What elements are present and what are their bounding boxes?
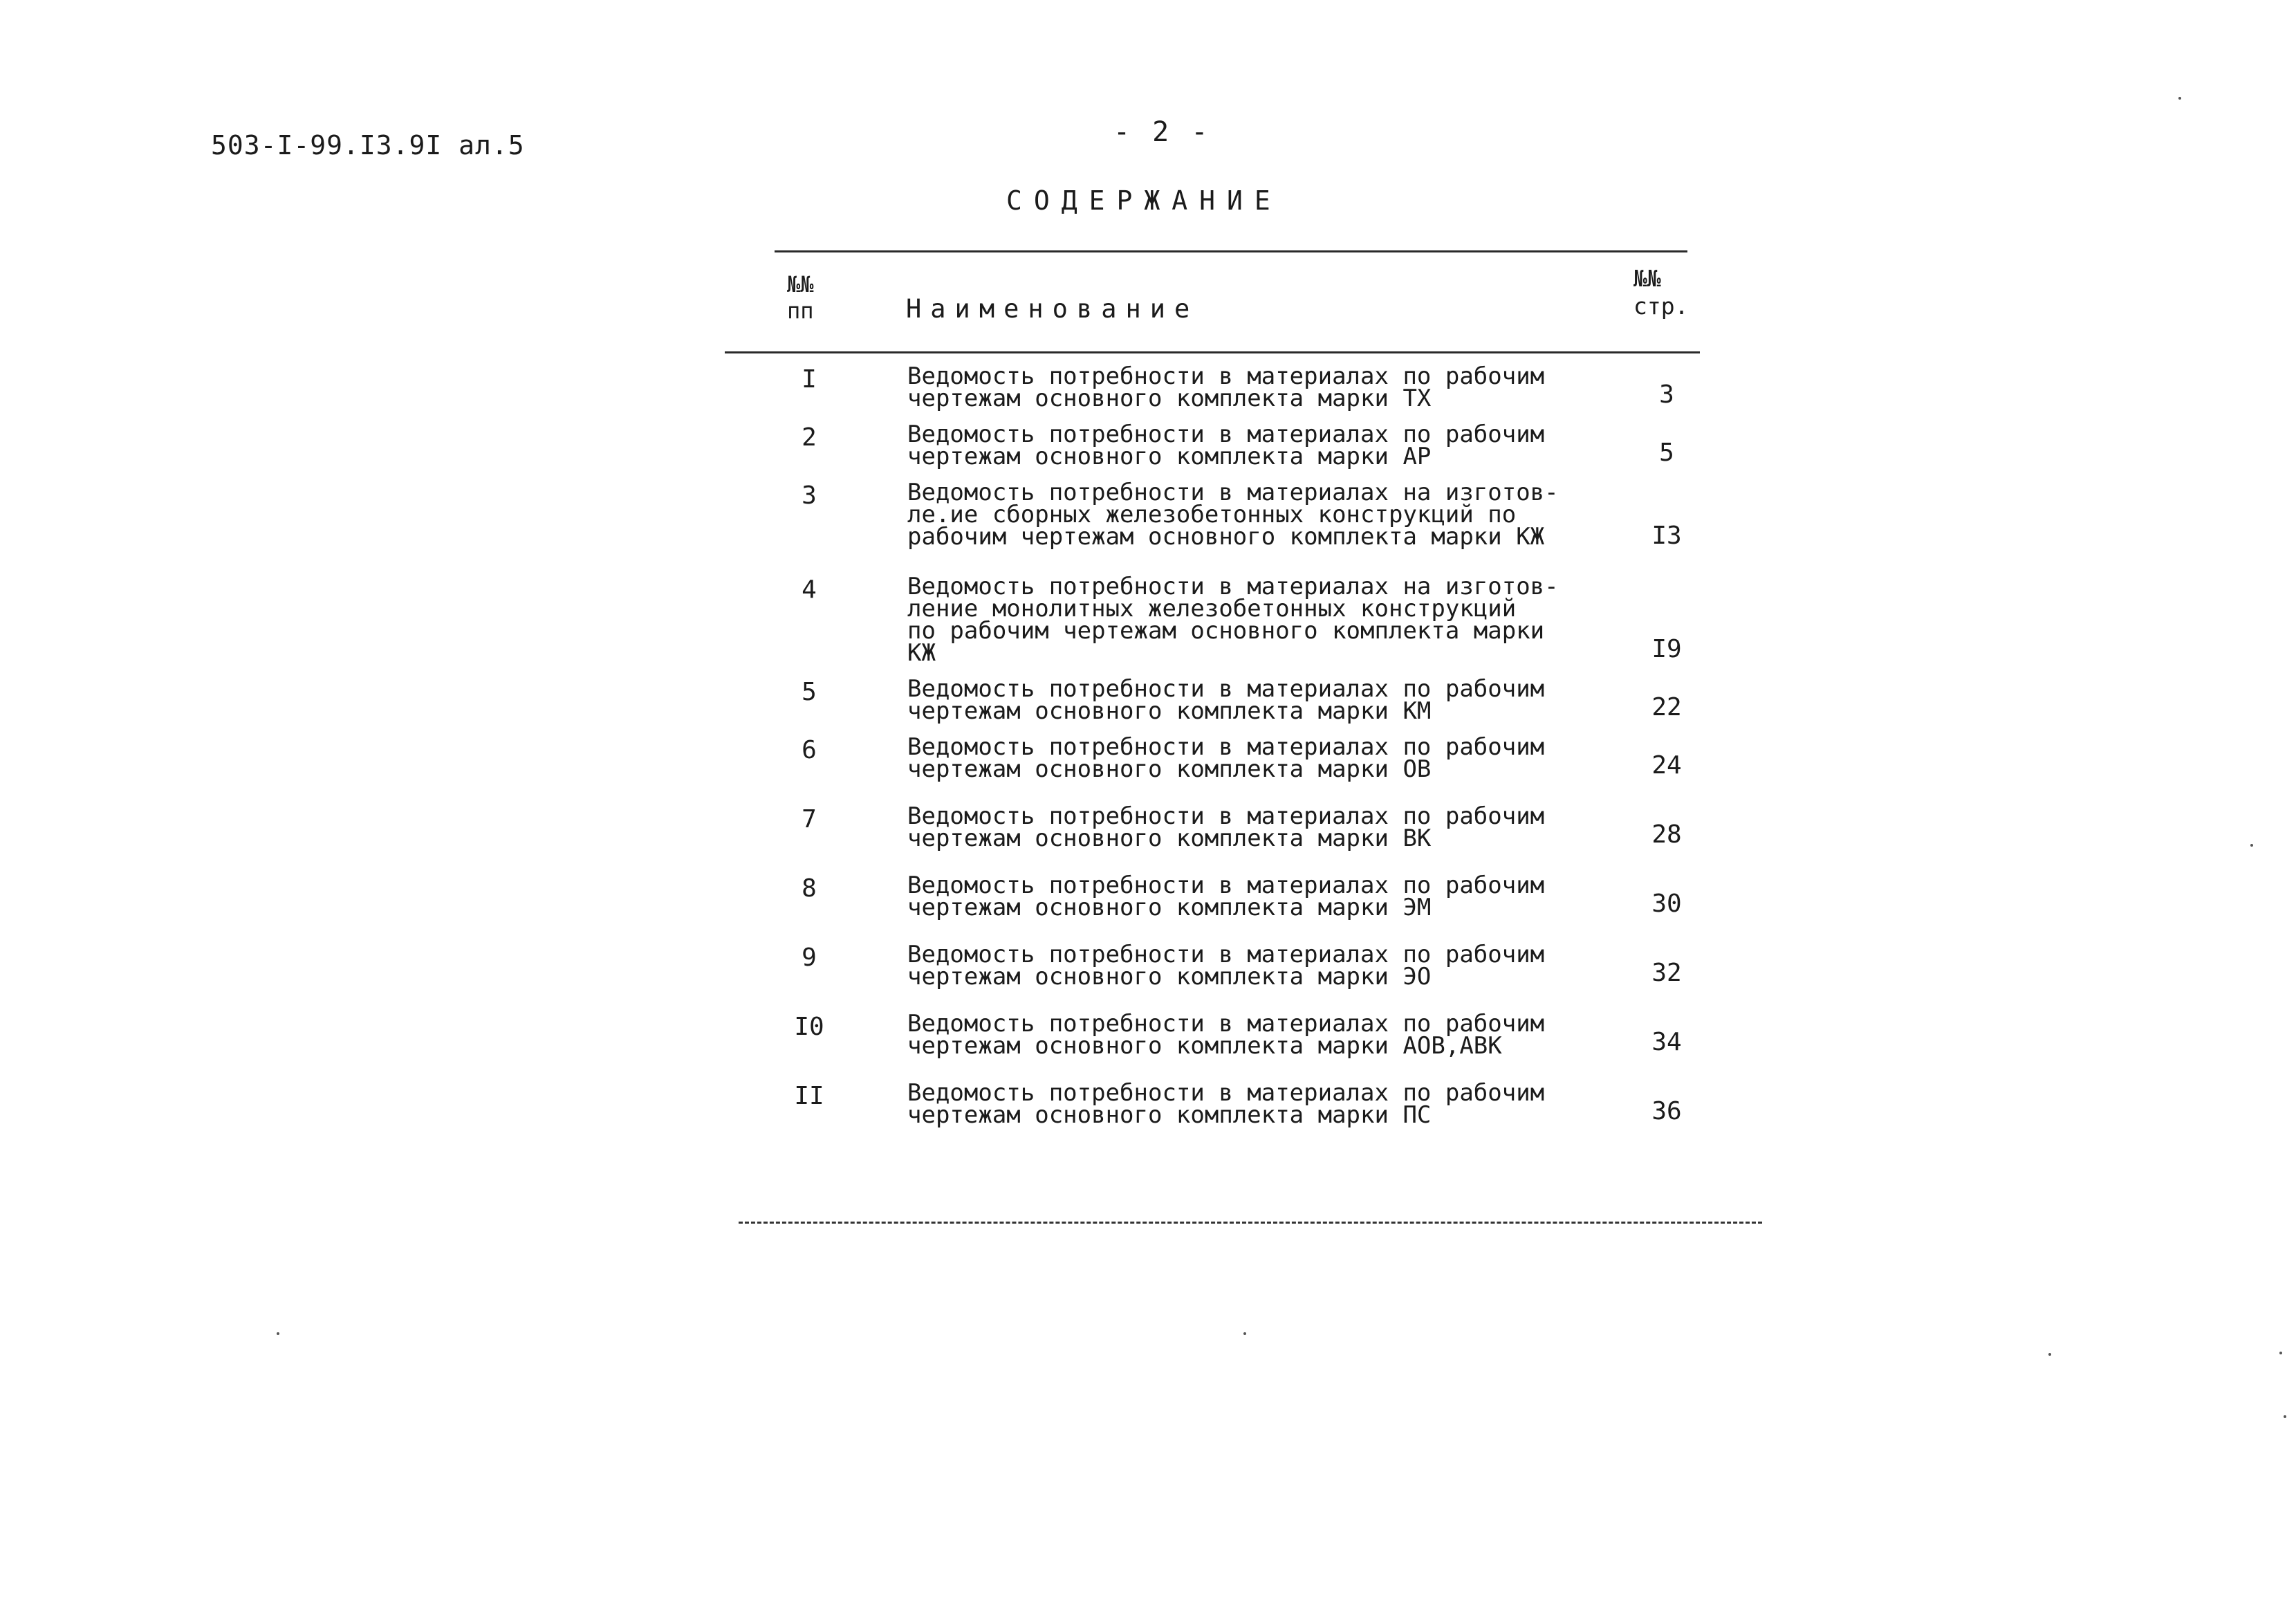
scan-speck [1243,1332,1246,1335]
row-name: Ведомость потребности в материалах по рабочим чертежам основного комплекта марки ЭМ [907,872,1545,921]
row-name: Ведомость потребности в материалах по рабочим чертежам основного комплекта марки ПС [907,1079,1545,1129]
row-number: 9 [802,944,817,972]
row-number: 5 [802,678,817,706]
row-page: 22 [1651,693,1682,721]
row-number: 4 [802,576,817,604]
row-number: I0 [794,1013,824,1041]
row-page: 3 [1659,380,1674,409]
column-header-number: №№ пп [787,271,814,324]
row-number: I [802,365,817,394]
page-number: - 2 - [1113,116,1211,148]
row-name: Ведомость потребности в материалах по рабочим чертежам основного комплекта марки АОВ,АВК [907,1010,1545,1060]
row-name: Ведомость потребности в материалах по рабочим чертежам основного комплекта марки ОВ [907,733,1545,783]
row-page: I9 [1651,635,1682,663]
row-page: 32 [1651,959,1682,987]
scan-speck [2284,1415,2286,1418]
row-number: 2 [802,423,817,452]
table-header-rule [725,351,1700,353]
row-number: 8 [802,874,817,903]
row-number: 7 [802,805,817,834]
column-header-name: Наименование [906,294,1199,324]
row-page: 5 [1659,439,1674,467]
scan-speck [2250,844,2253,847]
row-number: II [794,1082,824,1110]
document-code: 503-I-99.I3.9I ал.5 [211,130,525,160]
row-name: Ведомость потребности в материалах по рабочим чертежам основного комплекта марки ВК [907,802,1545,852]
scan-speck [2178,97,2181,100]
scan-speck [2048,1353,2051,1356]
row-name: Ведомость потребности в материалах на изготов- ле.ие сборных железобетонных конструкций по рабочим чертежам основного комплекта марки КЖ [907,479,1559,551]
row-number: 3 [802,481,817,510]
row-name: Ведомость потребности в материалах по рабочим чертежам основного комплекта марки АР [907,421,1545,470]
row-name: Ведомость потребности в материалах на изготов- ление монолитных железобетонных конструкций по рабочим чертежам основного комплекта марки КЖ [907,573,1559,667]
table-top-rule [775,250,1687,252]
row-name: Ведомость потребности в материалах по рабочим чертежам основного комплекта марки КМ [907,675,1545,725]
row-page: 36 [1651,1097,1682,1125]
scan-speck [277,1332,279,1335]
row-page: I3 [1651,522,1682,550]
row-page: 24 [1651,751,1682,780]
table-bottom-rule [739,1222,1762,1224]
page-title: СОДЕРЖАНИЕ [1006,185,1282,216]
column-header-page: №№ стр. [1633,265,1689,320]
row-name: Ведомость потребности в материалах по рабочим чертежам основного комплекта марки ТХ [907,362,1545,412]
scan-speck [2279,1352,2282,1354]
row-number: 6 [802,736,817,764]
row-page: 28 [1651,820,1682,849]
row-name: Ведомость потребности в материалах по рабочим чертежам основного комплекта марки ЭО [907,941,1545,991]
row-page: 34 [1651,1028,1682,1056]
row-page: 30 [1651,890,1682,918]
